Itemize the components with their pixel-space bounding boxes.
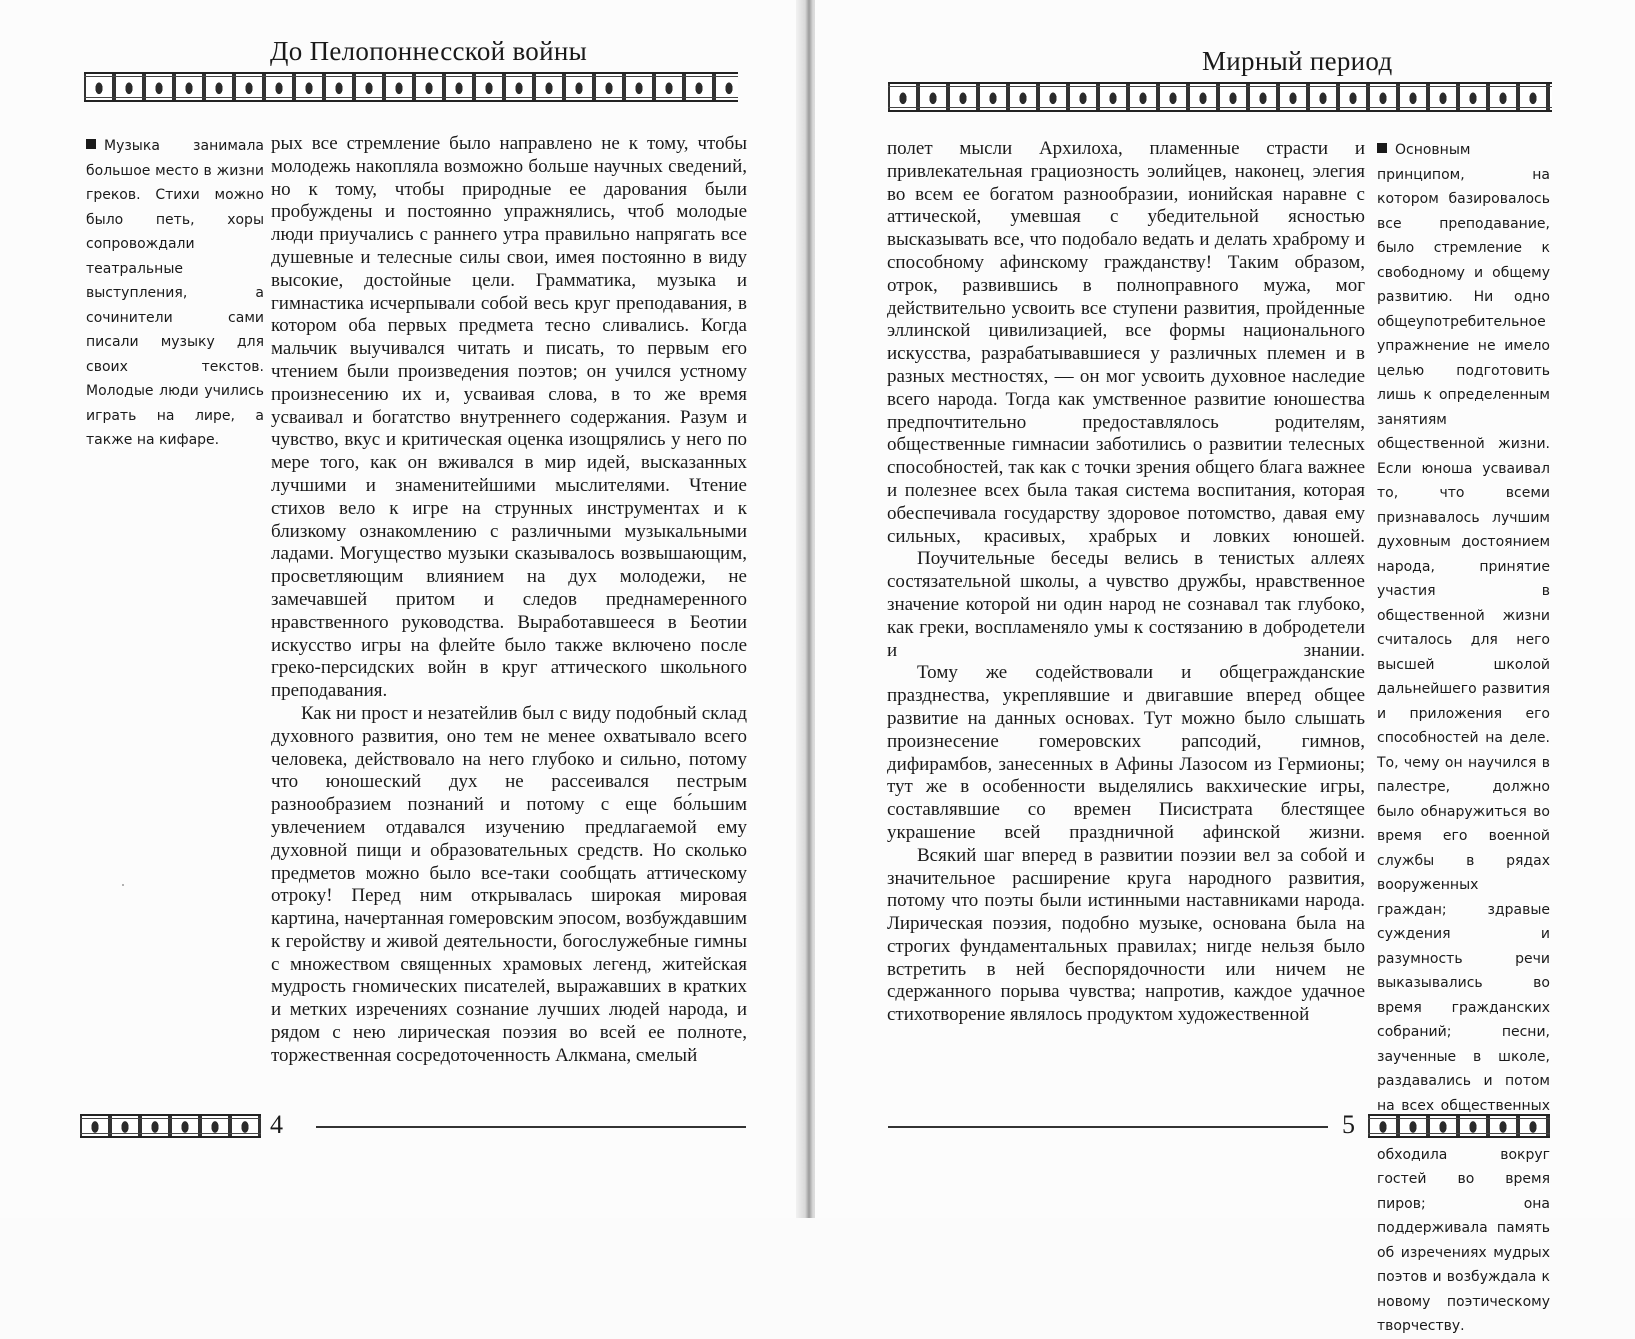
page-number-left: 4 — [270, 1110, 283, 1139]
running-head-right: Мирный период — [1202, 46, 1393, 76]
paragraph: Тому же содействовали и общегражданские празднества, укреплявшие и двигавшие вперед общее развитие на данных основах. Тут можно было слышать произнесение гомеровских рапсодий, гимнов, дифирамбов, занесенных в Афины Лазосом из Гермионы; тут же в особенности выделялись вакхические игры, составлявшие со времен Писистрата блестящее украшение всей праздничной афинской жизни. — [887, 662, 1365, 843]
square-bullet-icon — [1377, 143, 1387, 153]
page-number-right: 5 — [1342, 1110, 1355, 1139]
sidenote-left — [86, 134, 264, 453]
paragraph: Поучительные беседы велись в тенистых аллеях состязательной школы, а чувство дружбы, нравственное значение которой ни один народ не сознавал так глубоко, как греки, воспламеняло умы к состязанию в добродетели и знании. — [887, 548, 1365, 661]
body-text-left — [271, 133, 747, 1068]
right-page — [815, 0, 1635, 1334]
ornamental-border-footer-right — [1368, 1114, 1550, 1138]
footer-rule-left — [316, 1126, 746, 1128]
square-bullet-icon — [86, 139, 96, 149]
ornamental-border-footer-left — [80, 1114, 261, 1138]
sidenote-left-text: Музыка занимала большое место в жизни греков. Стихи можно было петь, хоры сопровождали театральные выступления, а сочинители сами писали музыку для своих текстов. Молодые люди учились играть на лире, а также на кифаре. — [86, 138, 264, 448]
paragraph: полет мысли Архилоха, пламенные страсти и привлекательная грациозность эолийцев, наконец, элегия во всем ее богатом разнообразии, ионийская наравне с аттической, умевшая с убедительной ясностью высказывать все, что подобало ведать и делать храброму и способному афинскому гражданству! Таким образом, отрок, развившись в полноправного мужа, мог действительно усвоить все ступени развития, пройденные эллинской цивилизацией, все формы национального искусства, разрабатывавшиеся у различных племен и в разных местностях, — он мог усвоить духовное наследие всего народа. Тогда как умственное развитие юношества предпочтительно предоставлялось родителям, общественные гимнасии заботились о развитии телесных способностей, так как с точки зрения общего блага важнее и полезнее всех была такая система воспитания, которая обеспечивала государству здоровое потомство, давая ему сильных, красивых, храбрых и ловких юношей. — [887, 138, 1365, 547]
footer-rule-right — [888, 1126, 1328, 1128]
ornamental-border-top-left — [84, 72, 738, 102]
left-page — [0, 0, 805, 1218]
sidenote-right — [1377, 138, 1550, 1339]
scan-speck — [122, 884, 124, 886]
paragraph: Всякий шаг вперед в развитии поэзии вел за собой и значительное расширение круга народного развития, потому что поэты были истинными наставниками народа. Лирическая поэзия, подобно музыке, основана была на строгих фундаментальных правилах; нигде нельзя было встретить в ней беспорядочности или ничем не сдержанного порыва чувства; напротив, каждое удачное стихотворение являлось продуктом художественной — [887, 844, 1365, 1026]
paragraph: Как ни прост и незатейлив был с виду подобный склад духовного развития, оно тем не менее охватывало всего человека, действовало на него глубоко и сильно, потому что юношеский дух не рассеивался пестрым разнообразием познаний и потому с еще бо́льшим увлечением отдавался изучению предлагаемой ему духовной пищи и образовательных средств. Но сколько предметов можно было все-таки сообщать аттическому отроку! Перед ним открывалась широкая мировая картина, начертанная гомеровским эпосом, возбуждавшим к геройству и живой деятельности, богослужебные гимны с множеством священных храмовых легенд, житейская мудрость гномических писателей, выражавших в кратких и метких изречениях сознание лучших людей народа, и рядом с нею лирическая поэзия во всей ее полноте, торжественная сосредоточенность Алкмана, смелый — [271, 702, 747, 1066]
sidenote-right-text: Основным принципом, на котором базировалось все преподавание, было стремление к свободному и общему развитию. Ни одно общеупотребительное упражнение не имело целью подготовить лишь к определенным занятиям общественной жизни. Если юноша усваивал то, что всеми признавалось лучшим духовным достоянием народа, принятие участия в общественной жизни считалось для него высшей школой дальнейшего развития и приложения его способностей на деле. То, чему он научился в палестре, должно было обнаружиться во время его военной службы в рядах вооруженных граждан; здравые суждения и разумность речи выказывались во время гражданских собраний; песни, заученные в школе, раздавались и потом на всех общественных обходила вокруг гостей во время пиров; она поддерживала память об изречениях мудрых поэтов и возбуждала к новому поэтическому творчеству. — [1377, 142, 1550, 1334]
body-text-right — [887, 138, 1365, 1027]
running-head-left: До Пелопоннесской войны — [270, 36, 588, 66]
ornamental-border-top-right — [888, 82, 1552, 112]
paragraph: рых все стремление было направлено не к тому, чтобы молодежь накопляла возможно больше научных сведений, но к тому, чтобы природные ее дарования были пробуждены и постоянно упражнялись, чтоб молодые люди приучались с раннего утра правильно напрягать все душевные и телесные силы свои, имея постоянно в виду высокие, достойные цели. Грамматика, музыка и гимнастика исчерпывали собой весь круг преподавания, в котором оба первых предмета тесно сливались. Когда мальчик выучивался читать и писать, то первым его чтением были произведения поэтов; он учился устному произнесению их и, усваивая слова, в то же время усваивал и богатство внутреннего содержания. Разум и чувство, вкус и критическая оценка изощрялись у него по мере того, как он вживался в мир идей, высказанных лучшими и знаменитейшими мыслителями. Чтение стихов вело к игре на струнных инструментах и к близкому ознакомлению с различными музыкальными ладами. Могущество музыки сказывалось возвышающим, просветляющим влиянием на дух молодежи, не замечавшей притом и следов преднамеренного нравственного руководства. Выработавшееся в Беотии искусство игры на флейте было также включено после греко-персидских войн в круг аттического школьного преподавания. — [271, 133, 747, 702]
